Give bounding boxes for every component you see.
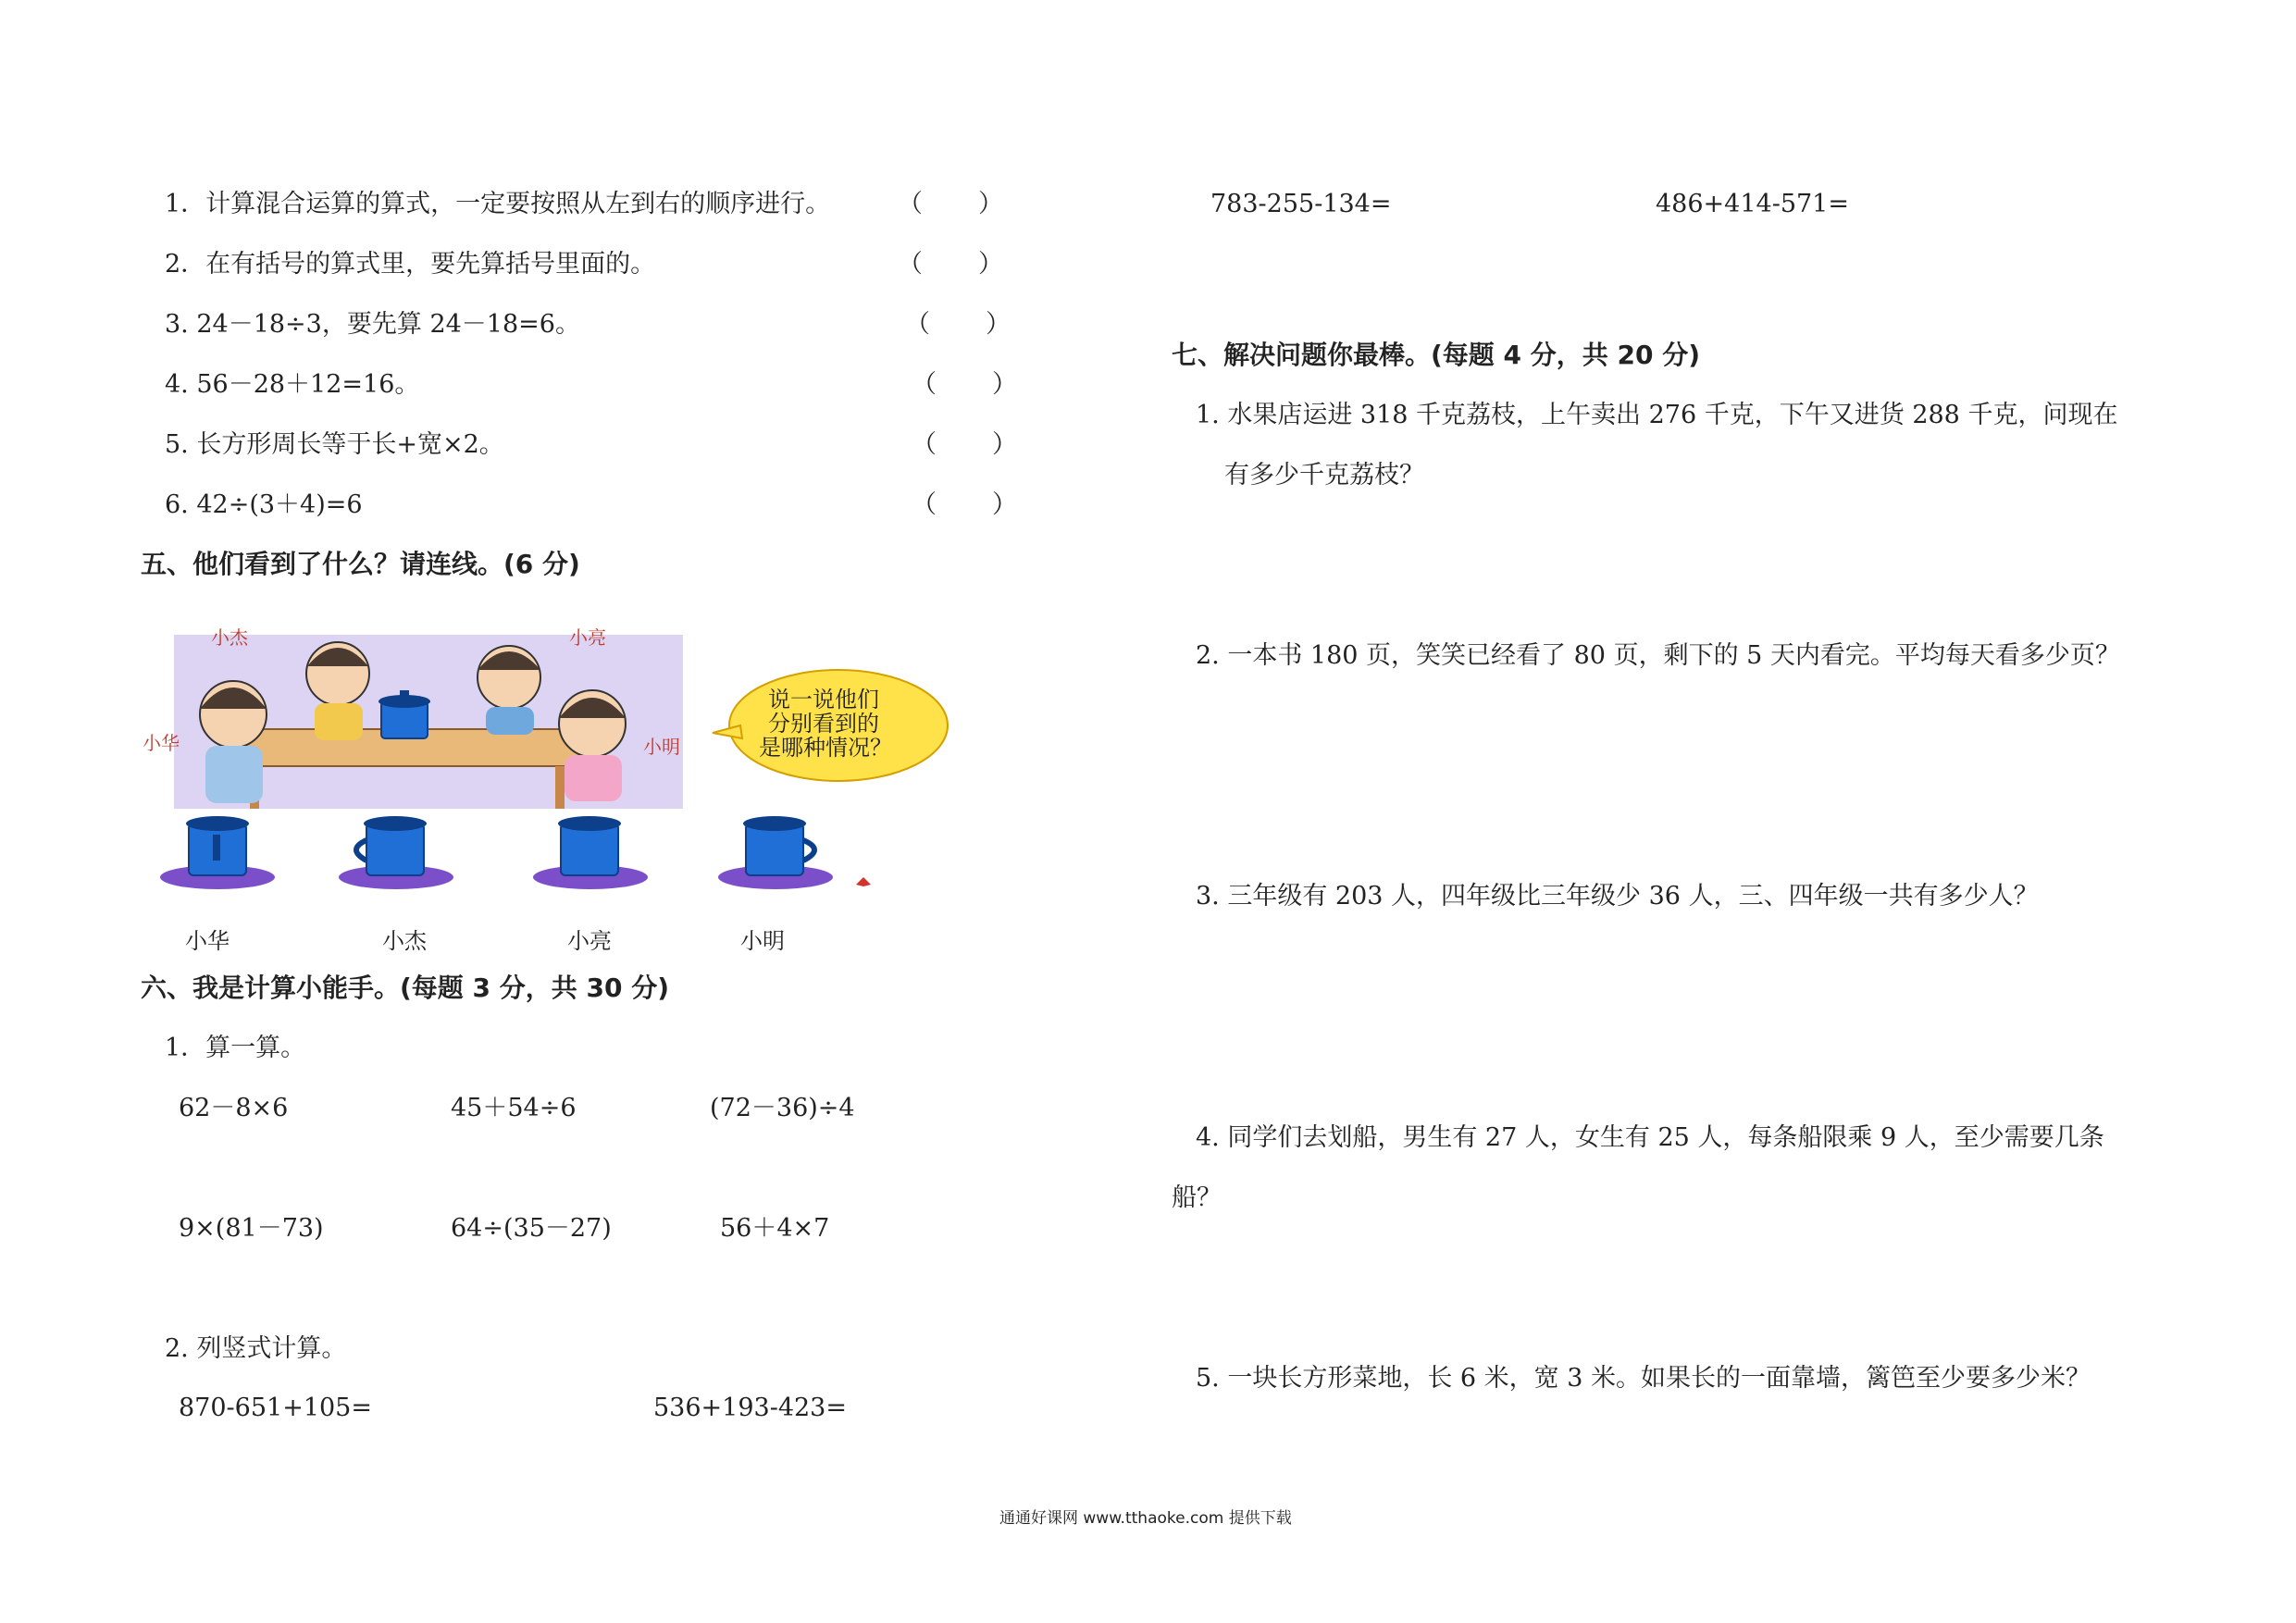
section6-sub1: 1．算一算。 xyxy=(165,1034,306,1062)
calc-6: 56＋4×7 xyxy=(720,1214,830,1243)
section6-sub2: 2. 列竖式计算。 xyxy=(165,1334,347,1363)
judge-3: 3. 24－18÷3，要先算 24－18=6。 xyxy=(165,310,580,339)
judge-5: 5. 长方形周长等于长+宽×2。 xyxy=(165,430,504,459)
judge-1: 1．计算混合运算的算式，一定要按照从左到右的顺序进行。 xyxy=(165,190,831,218)
calc-4: 9×(81－73) xyxy=(179,1214,324,1243)
bottom-label-xiaohua: 小华 xyxy=(185,928,230,954)
vertical-calc-1: 870-651+105= xyxy=(179,1394,372,1422)
cup-view-3 xyxy=(533,816,648,889)
judge-1-paren[interactable]: （ ） xyxy=(898,190,1005,218)
scene-label-xiaojie: 小杰 xyxy=(211,626,248,649)
judge-2: 2．在有括号的算式里，要先算括号里面的。 xyxy=(165,250,656,279)
bottom-label-xiaoming: 小明 xyxy=(740,928,785,954)
judge-4: 4. 56－28＋12=16。 xyxy=(165,370,420,399)
problem-3: 3. 三年级有 203 人，四年级比三年级少 36 人，三、四年级一共有多少人？ xyxy=(1196,882,2039,911)
bubble-line-1: 说一说他们 xyxy=(768,687,879,712)
cup-view-4 xyxy=(718,816,833,889)
table-leg xyxy=(555,766,565,809)
speech-bubble xyxy=(713,670,948,781)
judge-4-paren[interactable]: （ ） xyxy=(912,370,1019,399)
problem-1-line2: 有多少千克荔枝？ xyxy=(1224,461,1424,489)
judge-6-paren[interactable]: （ ） xyxy=(912,490,1019,519)
judge-3-paren[interactable]: （ ） xyxy=(905,310,1012,339)
vertical-calc-2: 536+193-423= xyxy=(653,1394,847,1422)
problem-2: 2. 一本书 180 页，笑笑已经看了 80 页，剩下的 5 天内看完。平均每天看多少页？ xyxy=(1196,641,2120,670)
problem-1-line1: 1. 水果店运进 318 千克荔枝，上午卖出 276 千克，下午又进货 288 千克，问现在 xyxy=(1196,401,2118,429)
kid-xiaoliang xyxy=(478,646,540,735)
scene-label-xiaoming: 小明 xyxy=(643,736,680,758)
kid-xiaoming xyxy=(559,690,626,801)
bottom-label-xiaojie: 小杰 xyxy=(382,928,427,954)
problem-4-line2: 船？ xyxy=(1172,1183,1222,1212)
problem-4-line1: 4. 同学们去划船，男生有 27 人，女生有 25 人，每条船限乘 9 人，至少需要几条 xyxy=(1196,1123,2104,1152)
calc-1: 62－8×6 xyxy=(179,1094,289,1122)
section7-title: 七、解决问题你最棒。(每题 4 分，共 20 分) xyxy=(1172,340,1701,370)
judge-6: 6. 42÷(3＋4)=6 xyxy=(165,490,363,519)
cup-view-2 xyxy=(339,816,453,889)
judge-5-paren[interactable]: （ ） xyxy=(912,430,1019,459)
bubble-line-3: 是哪种情况？ xyxy=(759,735,892,761)
calc-2: 45＋54÷6 xyxy=(451,1094,577,1122)
scene-label-xiaohua: 小华 xyxy=(143,732,180,754)
cup-on-table xyxy=(379,690,430,738)
vertical-calc-4: 486+414-571= xyxy=(1656,190,1849,218)
small-red-mark xyxy=(856,877,871,886)
matching-illustration xyxy=(143,626,953,944)
cup-view-1 xyxy=(160,816,275,889)
calc-3: (72－36)÷4 xyxy=(710,1094,855,1122)
judge-2-paren[interactable]: （ ） xyxy=(898,250,1005,279)
page-footer[interactable]: 通通好课网 www.tthaoke.com 提供下载 xyxy=(999,1509,1292,1528)
bubble-line-2: 分别看到的 xyxy=(768,711,879,737)
scene-label-xiaoliang: 小亮 xyxy=(569,626,606,649)
calc-5: 64÷(35－27) xyxy=(451,1214,612,1243)
bottom-label-xiaoliang: 小亮 xyxy=(567,928,612,954)
kid-xiaojie xyxy=(306,642,369,740)
vertical-calc-3: 783-255-134= xyxy=(1210,190,1392,218)
problem-5: 5. 一块长方形菜地，长 6 米，宽 3 米。如果长的一面靠墙，篱笆至少要多少米？ xyxy=(1196,1364,2091,1393)
section6-title: 六、我是计算小能手。(每题 3 分，共 30 分) xyxy=(141,973,670,1003)
section5-title: 五、他们看到了什么？请连线。(6 分) xyxy=(141,549,580,579)
